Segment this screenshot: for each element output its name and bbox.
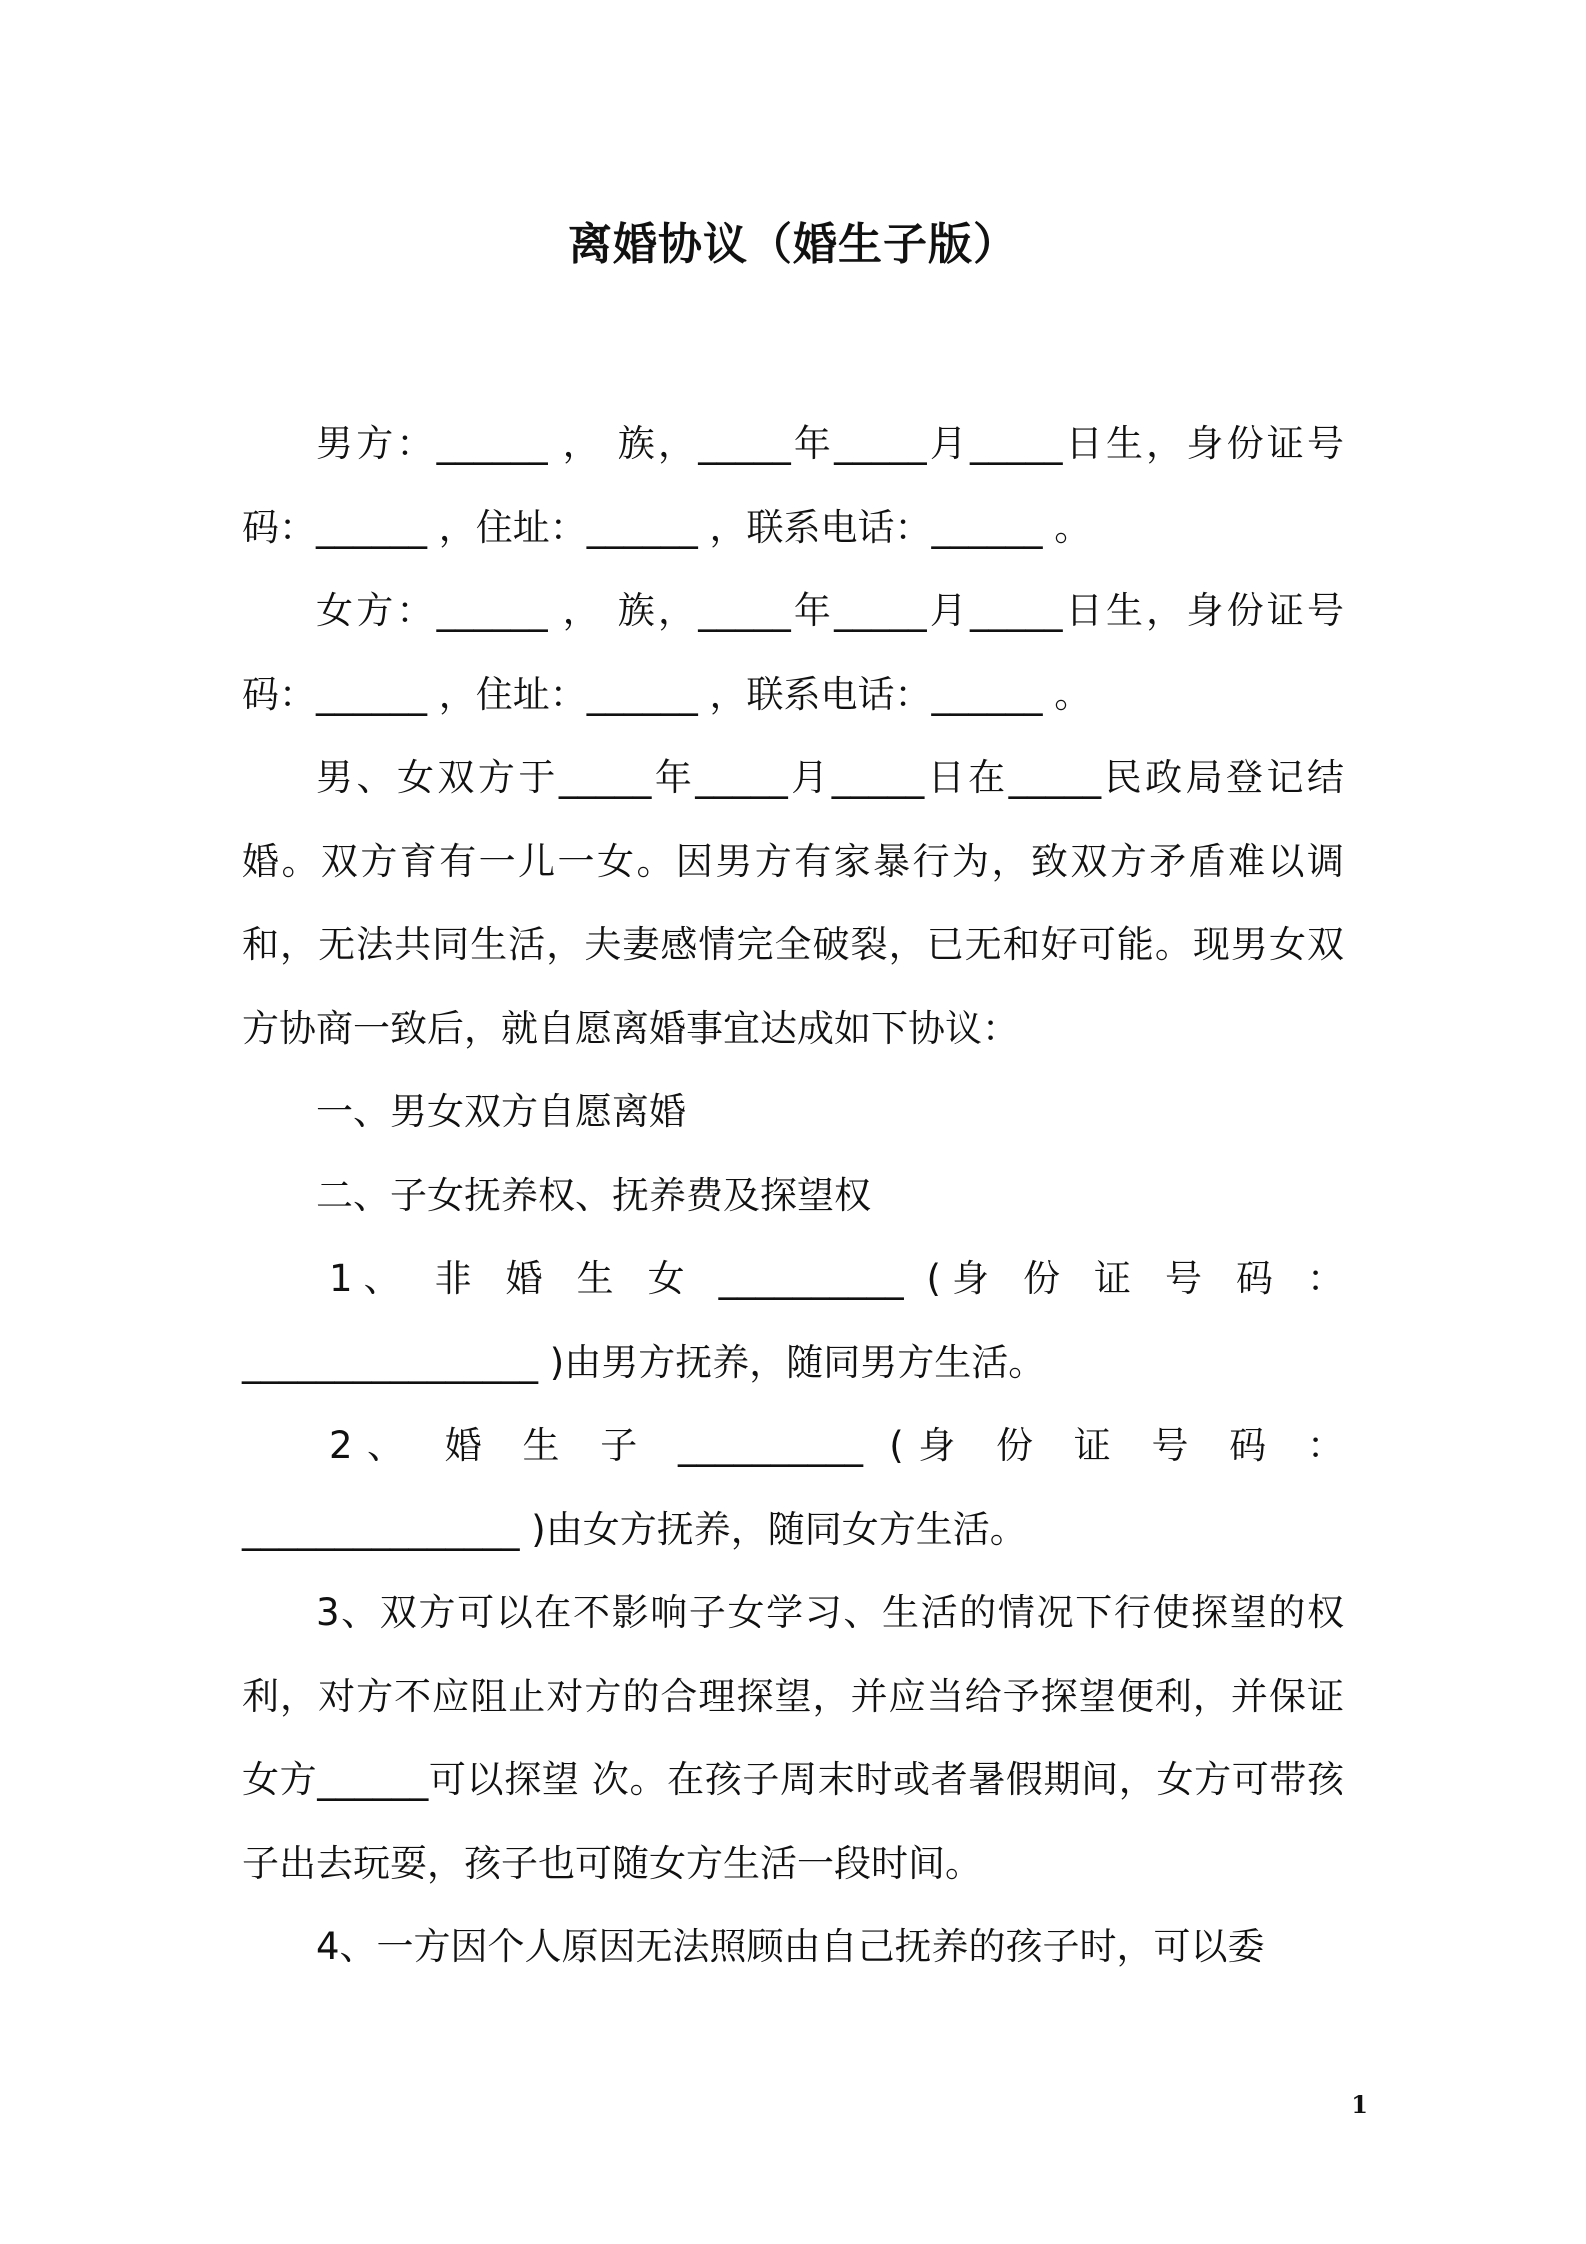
marriage-background-paragraph: 男、女双方于_____年_____月_____日在_____民政局登记结婚。双方育有一儿一女。因男方有家暴行为，致双方矛盾难以调和，无法共同生活，夫妻感情完全破裂，已无和好可能。现男女双方协商一致后，就自愿离婚事宜达成如下协议： (242, 756, 1344, 1050)
child-item-1-line1: 1、 非 婚 生 女 __________ (身 份 证 号 码 ： (328, 1257, 1344, 1300)
party-male-paragraph: 男方：______ ， 族，_____年_____月_____日生，身份证号码：______ ，住址：______ ，联系电话：______ 。 (242, 422, 1344, 549)
child-item-2-line1: 2、 婚 生 子 __________ (身 份 证 号 码 ： (328, 1424, 1344, 1467)
document-title: 离婚协议（婚生子版） (568, 219, 1018, 270)
clause-4-entrust: 4、一方因个人原因无法照顾由自己抚养的孩子时，可以委 (316, 1925, 1265, 1968)
clause-heading-2: 二、子女抚养权、抚养费及探望权 (316, 1173, 871, 1217)
clause-3-visitation: 3、双方可以在不影响子女学习、生活的情况下行使探望的权利，对方不应阻止对方的合理探望，并应当给予探望便利，并保证女方______可以探望 次。在孩子周末时或者暑假期间，女方可带孩子出去玩耍，孩子也可随女方生活一段时间。 (242, 1591, 1344, 1885)
document-body (242, 402, 1344, 1989)
child-item-2-line2: _______________ )由女方抚养，随同女方生活。 (242, 1507, 1027, 1551)
clause-heading-1: 一、男女双方自愿离婚 (316, 1090, 686, 1133)
page-number: 1 (1351, 2090, 1368, 2119)
party-female-paragraph: 女方：______ ， 族，_____年_____月_____日生，身份证号码：______ ，住址：______ ，联系电话：______ 。 (242, 589, 1344, 716)
child-item-1-line2: ________________ )由男方抚养，随同男方生活。 (242, 1340, 1046, 1384)
